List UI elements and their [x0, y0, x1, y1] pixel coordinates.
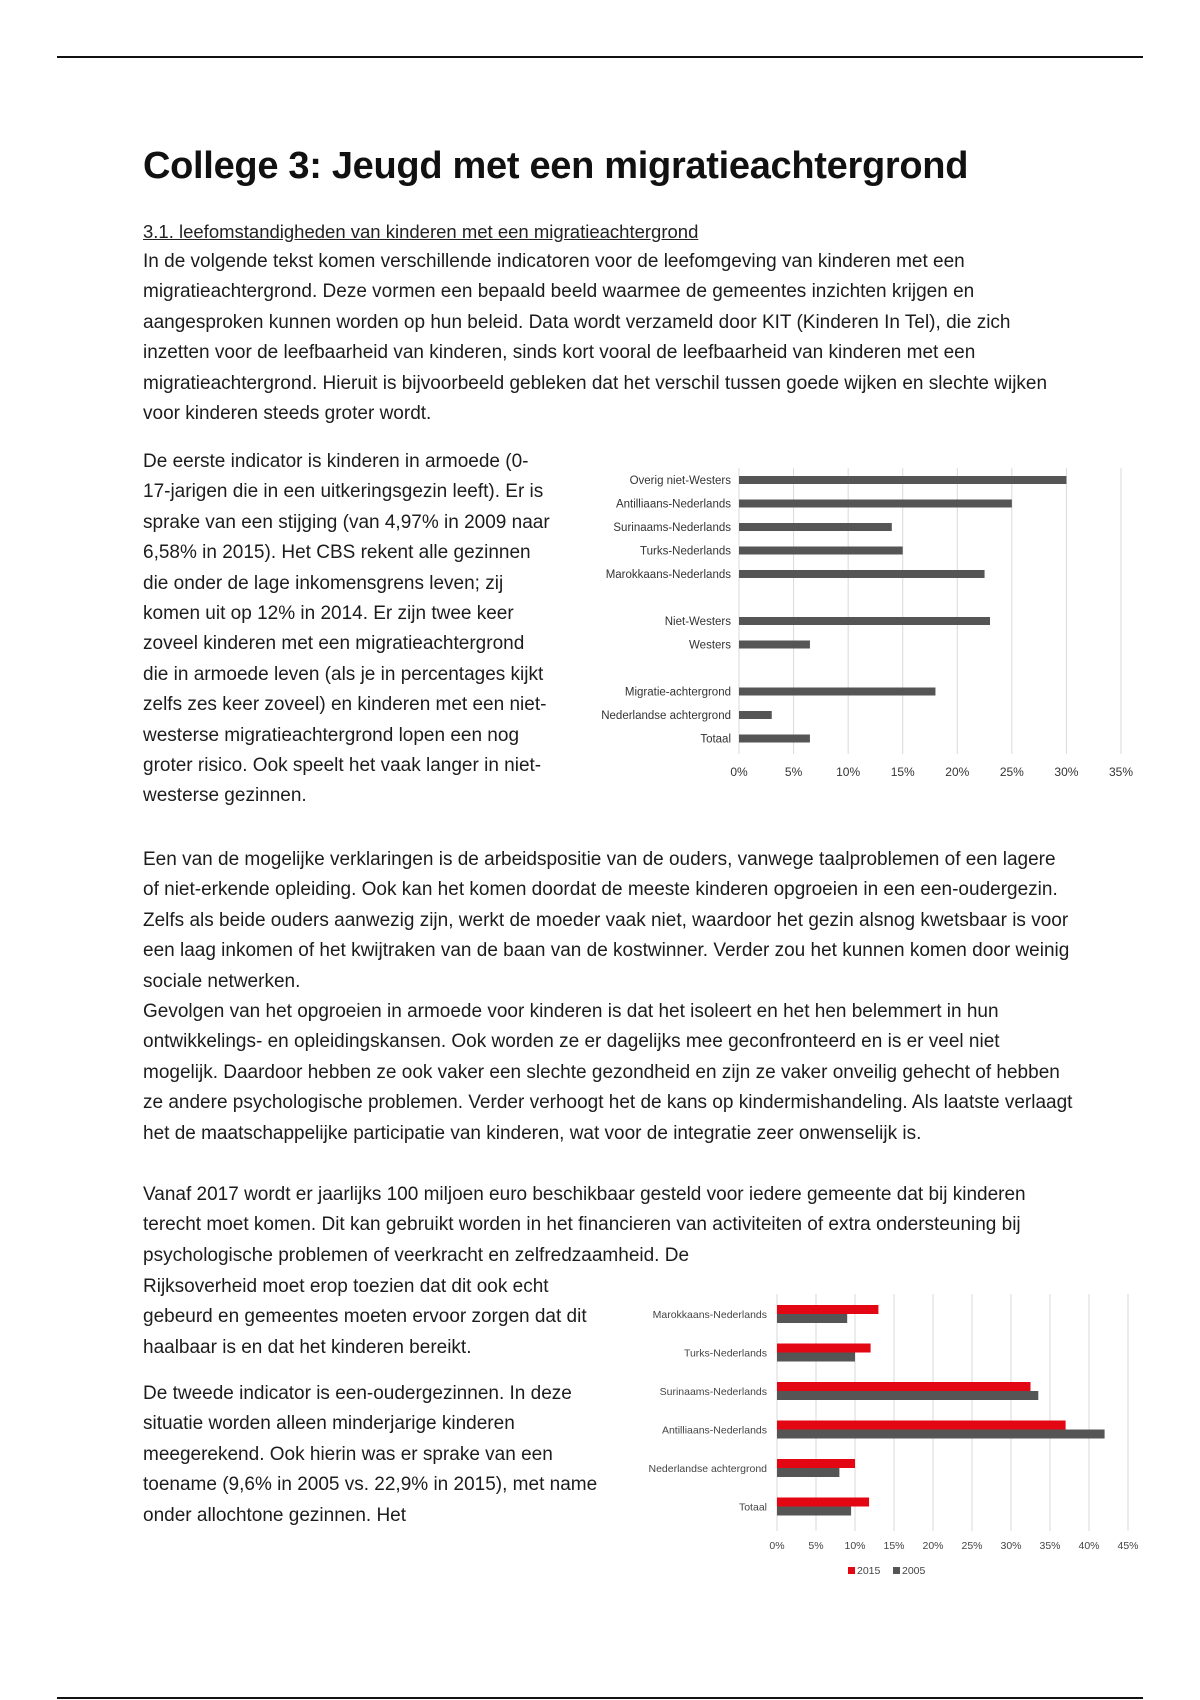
- x-tick-label: 40%: [1078, 1540, 1100, 1552]
- y-category-label: Surinaams-Nederlands: [659, 1386, 767, 1398]
- y-category-label: Totaal: [700, 733, 731, 746]
- chart-armoede-svg: [567, 455, 1147, 800]
- section-heading: 3.1. leefomstandigheden van kinderen met een migratieachtergrond: [143, 221, 699, 242]
- legend-label: 2005: [902, 1565, 926, 1577]
- y-category-label: Marokkaans-Nederlands: [605, 569, 731, 581]
- bar: [739, 641, 810, 649]
- x-tick-label: 30%: [1000, 1540, 1022, 1552]
- x-tick-label: 10%: [836, 765, 861, 779]
- bar-2015: [777, 1344, 871, 1353]
- x-tick-label: 0%: [730, 765, 748, 779]
- bar: [739, 547, 903, 555]
- bar-2005: [777, 1430, 1105, 1439]
- chart-eenoudergezinnen: [628, 1284, 1143, 1584]
- y-category-label: Marokkaans-Nederlands: [652, 1309, 767, 1321]
- y-category-label: Antilliaans-Nederlands: [661, 1424, 767, 1437]
- y-category-label: Surinaams-Nederlands: [613, 522, 731, 534]
- y-category-label: Overig niet-Westers: [629, 475, 731, 487]
- paragraph-gevolgen: Gevolgen van het opgroeien in armoede voor kinderen is dat het isoleert en het hen belemmert in hun ontwikkelings- en opleidingskansen. Ook worden ze er dagelijks mee geconfronteerd en is er veel niet mogelijk. Daardoor hebben ze ook vaker een slechte gezondheid en zijn ze vaker onveilig gehecht of hebben ze andere psychologische problemen. Verder verhoogt het de kans op kindermishandeling. Als laatste verlaagt het de maatschappelijke participatie van kinderen, wat voor de integratie zeer onwenselijk is.: [143, 1001, 1073, 1144]
- x-tick-label: 10%: [844, 1540, 866, 1552]
- chart-eenoudergezinnen-svg: [628, 1284, 1143, 1584]
- y-category-label: Nederlandse achtergrond: [648, 1463, 767, 1475]
- y-category-label: Turks-Nederlands: [640, 545, 731, 558]
- footer-rule: [57, 1697, 1143, 1699]
- x-tick-label: 25%: [961, 1540, 983, 1552]
- x-tick-label: 35%: [1108, 765, 1134, 779]
- legend-label: 2015: [857, 1565, 881, 1577]
- x-tick-label: 20%: [922, 1540, 944, 1552]
- y-category-label: Nederlandse achtergrond: [601, 710, 731, 722]
- bar: [739, 688, 935, 696]
- y-category-label: Antilliaans-Nederlands: [615, 498, 731, 511]
- paragraph-vanaf-2017: Vanaf 2017 wordt er jaarlijks 100 miljoen euro beschikbaar gesteld voor iedere gemeente dat bij kinderen terecht moet komen. Dit kan gebruikt worden in het financieren van activiteiten of extra ondersteuning bij psychologische problemen of veerkracht en zelfredzaamheid. De: [143, 1184, 1026, 1266]
- bar: [739, 523, 892, 531]
- bar-2005: [777, 1468, 839, 1477]
- bar-2015: [777, 1382, 1031, 1391]
- x-tick-label: 5%: [784, 765, 803, 779]
- x-tick-label: 0%: [769, 1540, 785, 1552]
- legend-swatch-2015: [848, 1567, 855, 1574]
- x-tick-label: 5%: [808, 1540, 824, 1552]
- bar-2005: [777, 1353, 855, 1362]
- bar: [739, 735, 810, 743]
- y-category-label: Totaal: [738, 1501, 767, 1514]
- bar: [739, 500, 1012, 508]
- bar-2015: [777, 1459, 855, 1468]
- y-category-label: Migratie-achtergrond: [624, 686, 731, 699]
- bar: [739, 570, 985, 578]
- bar-2005: [777, 1314, 847, 1323]
- paragraph-armoede: De eerste indicator is kinderen in armoede (0-17-jarigen die in een uitkeringsgezin leeft). Er is sprake van een stijging (van 4,97% in 2009 naar 6,58% in 2015). Het CBS rekent alle gezinnen die onder de lage inkomensgrens leven; zij komen uit op 12% in 2014. Er zijn twee keer zoveel kinderen met een migratieachtergrond die in armoede leven (als je in percentages kijkt zelfs zes keer zoveel) en kinderen met een niet-westerse migratieachtergrond lopen een nog groter risico. Ook speelt het vaak langer in niet-westerse gezinnen.: [143, 451, 550, 807]
- x-tick-label: 45%: [1117, 1540, 1139, 1552]
- bar-2015: [777, 1421, 1066, 1430]
- paragraph-tweede-indicator: De tweede indicator is een-oudergezinnen. In deze situatie worden alleen minderjarige kinderen meegerekend. Ook hierin was er sprake van een toename (9,6% in 2005 vs. 22,9% in 2015), met name onder allochtone gezinnen. Het: [143, 1383, 598, 1526]
- y-category-label: Turks-Nederlands: [683, 1347, 767, 1360]
- paragraph-verklaring: Een van de mogelijke verklaringen is de arbeidspositie van de ouders, vanwege taalproblemen of een lagere of niet-erkende opleiding. Ook kan het komen doordat de meeste kinderen opgroeien in een een-oudergezin. Zelfs als beide ouders aanwezig zijn, werkt de moeder vaak niet, waardoor het gezin alsnog kwetsbaar is voor een laag inkomen of het kwijtraken van de baan van de kostwinner. Verder zou het kunnen komen door weinig sociale netwerken.: [143, 849, 1070, 992]
- bar: [739, 617, 990, 625]
- x-tick-label: 15%: [883, 1540, 905, 1552]
- y-category-label: Niet-Westers: [664, 616, 731, 628]
- x-tick-label: 20%: [945, 765, 970, 779]
- paragraph-intro: In de volgende tekst komen verschillende indicatoren voor de leefomgeving van kinderen met een migratieachtergrond. Deze vormen een bepaald beeld waarmee de gemeentes inzichten krijgen en aangesproken kunnen worden op hun beleid. Data wordt verzameld door KIT (Kinderen In Tel), die zich inzetten voor de leefbaarheid van kinderen, sinds kort vooral de leefbaarheid van kinderen met een migratieachtergrond. Hieruit is bijvoorbeeld gebleken dat het verschil tussen goede wijken en slechte wijken voor kinderen steeds groter wordt.: [143, 251, 1048, 425]
- bar-2005: [777, 1507, 851, 1516]
- header-rule: [57, 56, 1143, 58]
- bar-2015: [777, 1305, 878, 1314]
- page-title: College 3: Jeugd met een migratieachtergrond: [143, 145, 969, 187]
- legend-swatch-2005: [893, 1567, 900, 1574]
- bar: [739, 476, 1066, 484]
- bar-2005: [777, 1391, 1038, 1400]
- bar-2015: [777, 1498, 869, 1507]
- x-tick-label: 30%: [1054, 765, 1079, 779]
- x-tick-label: 25%: [999, 765, 1024, 779]
- x-tick-label: 35%: [1039, 1540, 1061, 1552]
- paragraph-rijksoverheid: Rijksoverheid moet erop toezien dat dit ook echt gebeurd en gemeentes moeten ervoor zorgen dat dit haalbaar is en dat het kinderen bereikt.: [143, 1276, 587, 1358]
- y-category-label: Westers: [689, 639, 731, 652]
- bar: [739, 711, 772, 719]
- x-tick-label: 15%: [890, 765, 915, 779]
- chart-armoede-per-achtergrond: [567, 455, 1147, 800]
